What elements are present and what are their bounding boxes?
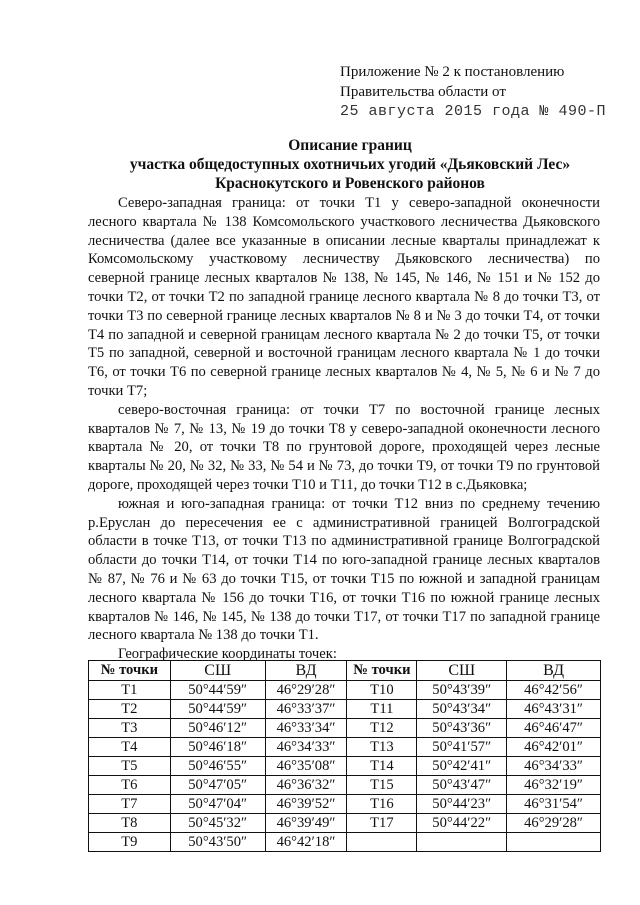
title-line-2: участка общедоступных охотничьих угодий «Дьяковский Лес» xyxy=(129,156,571,173)
table-cell: Т5 xyxy=(89,757,171,776)
coordinates-table xyxy=(88,660,601,852)
table-row xyxy=(89,757,601,776)
table-cell: 46°29′28″ xyxy=(507,814,601,833)
header-point: № точки xyxy=(89,661,171,681)
table-cell: 50°41′57″ xyxy=(417,738,507,757)
boundary-description xyxy=(88,194,600,664)
header-lon: ВД xyxy=(507,661,601,681)
table-cell: 50°46′55″ xyxy=(170,757,265,776)
table-row xyxy=(89,738,601,757)
table-cell: Т2 xyxy=(89,700,171,719)
header-point: № точки xyxy=(347,661,417,681)
table-cell: Т15 xyxy=(347,776,417,795)
table-cell: 46°32′19″ xyxy=(507,776,601,795)
table-cell: 50°43′39″ xyxy=(417,681,507,700)
table-cell: Т1 xyxy=(89,681,171,700)
table-cell: 46°35′08″ xyxy=(265,757,347,776)
table-cell: Т9 xyxy=(89,833,171,852)
table-cell xyxy=(417,833,507,852)
table-cell: 50°43′50″ xyxy=(170,833,265,852)
table-cell: 50°47′05″ xyxy=(170,776,265,795)
table-cell: 46°39′49″ xyxy=(265,814,347,833)
table-row xyxy=(89,681,601,700)
table-cell: Т3 xyxy=(89,719,171,738)
table-cell: 50°44′59″ xyxy=(170,700,265,719)
title-line-3: Краснокутского и Ровенского районов xyxy=(215,175,485,192)
appendix-date-stamp: 25 августа 2015 года № 490-П xyxy=(340,103,607,120)
table-cell: 46°34′33″ xyxy=(265,738,347,757)
table-cell: Т6 xyxy=(89,776,171,795)
table-cell: Т7 xyxy=(89,795,171,814)
header-lon: ВД xyxy=(265,661,347,681)
table-row xyxy=(89,719,601,738)
table-cell: Т10 xyxy=(347,681,417,700)
table-cell: 50°43′36″ xyxy=(417,719,507,738)
paragraph-northeast: северо-восточная граница: от точки Т7 по восточной границе лесных кварталов № 7, № 13, № 19 до точки Т8 у северо-западной оконечности лесного квартала № 20, от точки Т8 по грунтовой дороге, проходящей через лесные кварталы № 20, № 32, № 33, № 54 и № 73, до точки Т9, от точки Т9 по грунтовой дороге, проходящей через точки Т10 и Т11, до точки Т12 в с.Дьяковка; xyxy=(88,401,600,493)
table-row xyxy=(89,795,601,814)
appendix-line-1: Приложение № 2 к постановлению xyxy=(340,64,565,80)
table-row xyxy=(89,833,601,852)
table-cell: 50°43′34″ xyxy=(417,700,507,719)
table-row xyxy=(89,700,601,719)
title-line-1: Описание границ xyxy=(288,137,412,154)
table-cell: 46°31′54″ xyxy=(507,795,601,814)
table-cell: 46°42′18″ xyxy=(265,833,347,852)
table-cell: 46°29′28″ xyxy=(265,681,347,700)
document-title xyxy=(60,136,640,193)
header-lat: СШ xyxy=(417,661,507,681)
table-cell: 46°42′56″ xyxy=(507,681,601,700)
table-cell: 46°42′01″ xyxy=(507,738,601,757)
table-cell: 46°39′52″ xyxy=(265,795,347,814)
table-cell: 50°46′12″ xyxy=(170,719,265,738)
table-cell: 50°44′22″ xyxy=(417,814,507,833)
table-cell: 50°44′23″ xyxy=(417,795,507,814)
table-cell: Т11 xyxy=(347,700,417,719)
table-cell: 46°36′32″ xyxy=(265,776,347,795)
table-cell: Т14 xyxy=(347,757,417,776)
table-cell xyxy=(347,833,417,852)
table-header-row xyxy=(89,661,601,681)
table-cell: 46°46′47″ xyxy=(507,719,601,738)
table-cell: Т12 xyxy=(347,719,417,738)
coordinates-label: Географические координаты точек: xyxy=(118,646,337,663)
table-cell xyxy=(507,833,601,852)
table-cell: Т13 xyxy=(347,738,417,757)
table-row xyxy=(89,814,601,833)
appendix-line-2: Правительства области от xyxy=(340,84,506,100)
table-cell: 46°33′37″ xyxy=(265,700,347,719)
table-cell: Т16 xyxy=(347,795,417,814)
table-cell: Т17 xyxy=(347,814,417,833)
table-cell: 46°34′33″ xyxy=(507,757,601,776)
table-cell: Т4 xyxy=(89,738,171,757)
table-cell: 50°44′59″ xyxy=(170,681,265,700)
header-lat: СШ xyxy=(170,661,265,681)
table-cell: Т8 xyxy=(89,814,171,833)
paragraph-northwest: Северо-западная граница: от точки Т1 у северо-западной оконечности лесного квартала № 138 Комсомольского участкового лесничества Дьяковского лесничества (далее все указанные в описании лесные кварталы принадлежат к Комсомольскому участковому лесничеству Дьяковского лесничества) по северной границе лесных кварталов № 138, № 145, № 146, № 151 и № 152 до точки Т2, от точки Т2 по западной границе лесного квартала № 8 до точки Т3, от точки Т3 по северной границе лесных кварталов № 8 и № 3 до точки Т4, от точки Т4 по западной и северной границам лесного квартала № 2 до точки Т5, от точки Т5 по западной, северной и восточной границам лесного квартала № 1 до точки Т6, от точки Т6 по северной границе лесных кварталов № 4, № 5, № 6 и № 7 до точки Т7; xyxy=(88,195,600,399)
table-cell: 50°43′47″ xyxy=(417,776,507,795)
table-cell: 46°33′34″ xyxy=(265,719,347,738)
table-cell: 46°43′31″ xyxy=(507,700,601,719)
table-cell: 50°46′18″ xyxy=(170,738,265,757)
table-cell: 50°45′32″ xyxy=(170,814,265,833)
table-row xyxy=(89,776,601,795)
paragraph-south-southwest: южная и юго-западная граница: от точки Т12 вниз по среднему течению р.Еруслан до пересечения ее с административной границей Волгоградской области в точке Т13, от точки Т13 по административной границе Волгоградской области до точки Т14, от точки Т14 по юго-западной границе лесных кварталов № 87, № 76 и № 63 до точки Т15, от точки Т15 по южной и западной границам лесного квартала № 156 до точки Т16, от точки Т16 по южной границе лесных кварталов № 146, № 145, № 138 до точки Т17, от точки Т17 по западной границе лесного квартала № 138 до точки Т1. xyxy=(88,495,600,644)
table-cell: 50°47′04″ xyxy=(170,795,265,814)
table-cell: 50°42′41″ xyxy=(417,757,507,776)
appendix-header xyxy=(340,62,606,122)
